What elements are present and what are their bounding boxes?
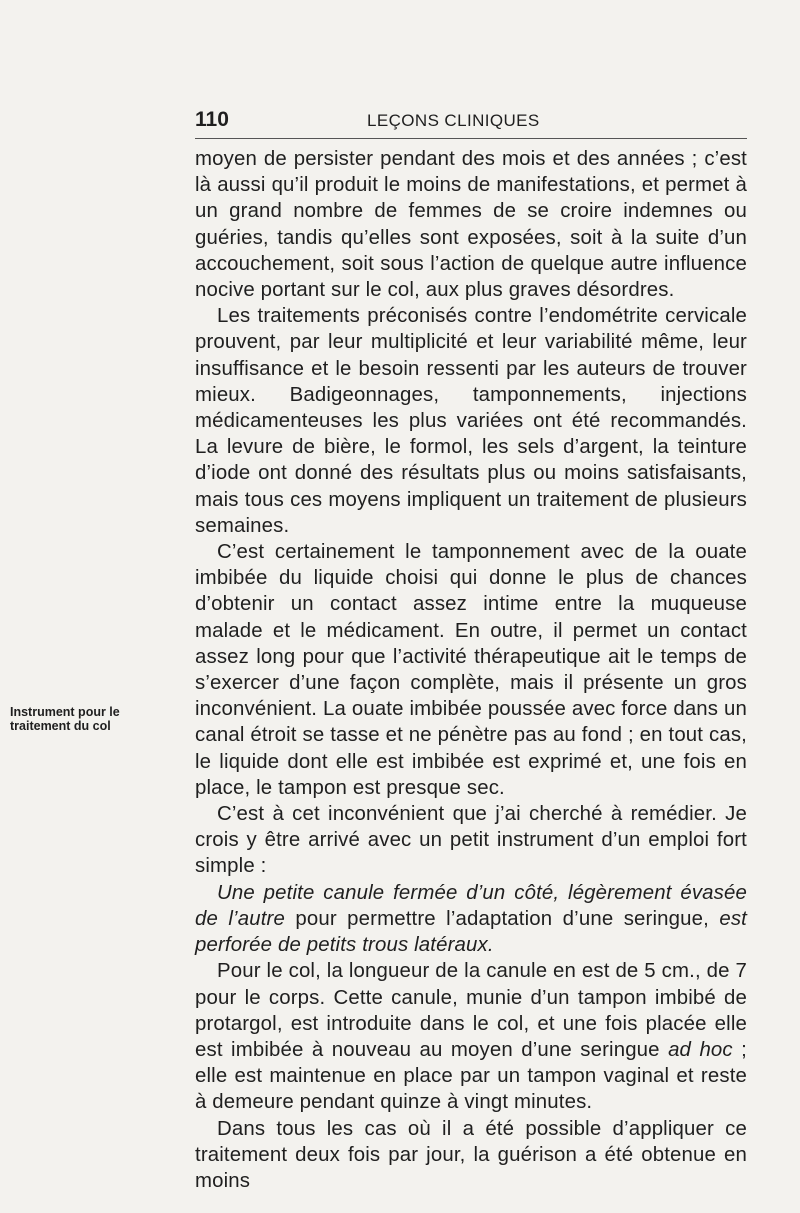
margin-note-line: Instrument pour le	[10, 705, 120, 719]
running-title: LEÇONS CLINIQUES	[367, 111, 540, 130]
paragraph: moyen de persister pendant des mois et des années ; c’est là aussi qu’il produit le moins de manifestations, et permet à un grand nombre de femmes de se croire indemnes ou guéries, tandis qu’elles sont exposées, soit à la suite d’un accouchement, soit sous l’action de quelque autre influence nocive portant sur le col, aux plus graves désordres.	[195, 148, 747, 302]
paragraph-text: Pour le col, la longueur de la canule en est de 5 cm., de 7 pour le corps. Cette canule, munie d’un tampon imbibé de protargol, est introduite dans le col, et une fois placée elle est imbibée à nouveau au moyen d’une seringue	[195, 960, 747, 1061]
body-text	[195, 146, 747, 1194]
margin-note	[10, 705, 185, 733]
page-header	[195, 108, 747, 134]
italic-text: ad hoc	[668, 1038, 733, 1061]
paragraph: Dans tous les cas où il a été possible d’appliquer ce traitement deux fois par jour, la guérison a été obtenue en moins	[195, 1117, 747, 1192]
paragraph	[195, 958, 747, 1115]
paragraph-text: ; elle est maintenue en place par un tampon vaginal et reste à demeure pendant quinze à vingt minutes.	[195, 1038, 747, 1114]
paragraph: C’est certainement le tamponnement avec de la ouate imbibée du liquide choisi qui donne le plus de chances d’obtenir un contact assez intime entre la muqueuse malade et le médicament. En outre, il permet un contact assez long pour que l’activité thérapeutique ait le temps de s’exercer d’une façon complète, mais il présente un gros inconvénient. La ouate imbibée poussée avec force dans un canal étroit se tasse et ne pénètre pas au fond ; en tout cas, le liquide dont elle est imbibée est exprimé et, une fois en place, le tampon est presque sec.	[195, 541, 747, 799]
paragraph-text: pour permettre l’adaptation d’une seringue,	[284, 907, 720, 930]
margin-note-line: traitement du col	[10, 719, 111, 733]
paragraph: Les traitements préconisés contre l’endométrite cervicale prouvent, par leur multiplicité et leur variabilité même, leur insuffisance et le besoin ressenti par les auteurs de trouver mieux. Badigeonnages, tamponnements, injections médicamenteuses les plus variées ont été recommandés. La levure de bière, le formol, les sels d’argent, la teinture d’iode ont donné des résultats plus ou moins satisfaisants, mais tous ces moyens impliquent un traitement de plusieurs semaines.	[195, 305, 747, 537]
header-rule	[195, 138, 747, 139]
paragraph: C’est à cet inconvénient que j’ai cherché à remédier. Je crois y être arrivé avec un petit instrument d’un emploi fort simple :	[195, 803, 747, 878]
italic-text: Une petite canule fermée d’un côté, légèrement évasée de l’autre	[195, 881, 747, 930]
paragraph	[195, 880, 747, 959]
italic-text: est perforée de petits trous latéraux.	[195, 907, 747, 957]
page-number: 110	[195, 108, 229, 131]
